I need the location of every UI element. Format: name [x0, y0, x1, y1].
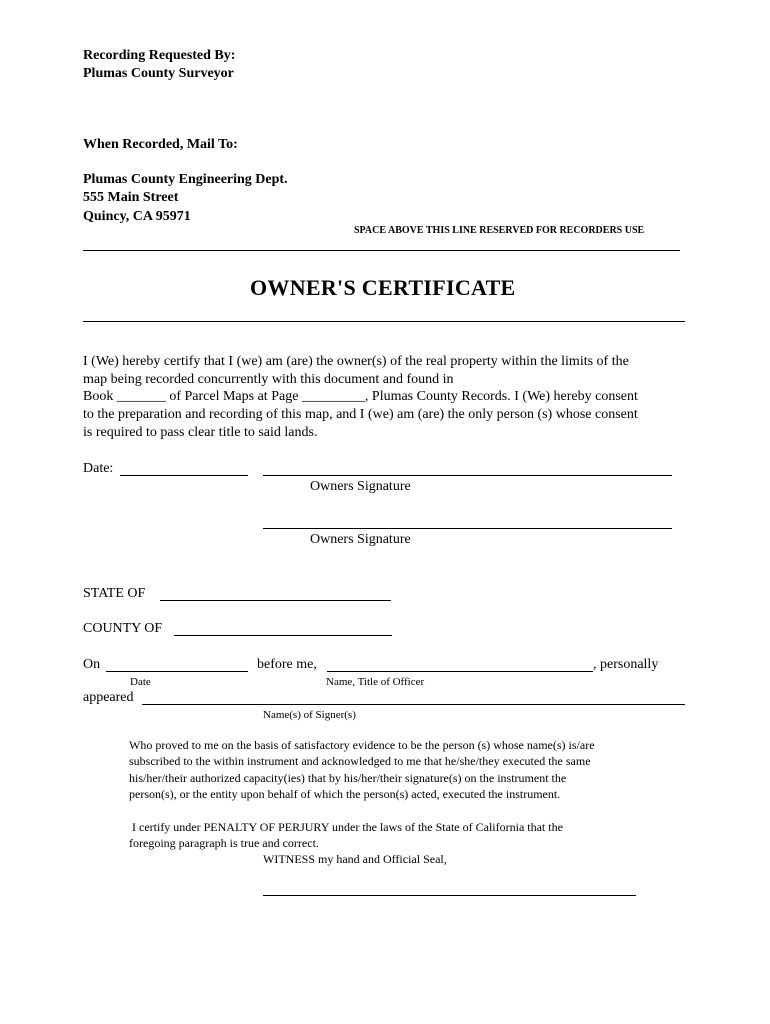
witness-text: WITNESS my hand and Official Seal,: [263, 852, 447, 866]
owner-signature-field-1[interactable]: [263, 475, 672, 476]
officer-caption: Name, Title of Officer: [326, 676, 425, 688]
mail-to-line3: Quincy, CA 95971: [83, 209, 191, 224]
proof-line-3: his/her/their authorized capacity(ies) that by his/her/their signature(s) on the instrument the: [129, 771, 567, 785]
signers-caption: Name(s) of Signer(s): [263, 709, 356, 721]
certification-line-3: Book _______ of Parcel Maps at Page _________, Plumas County Records. I (We) hereby consent: [83, 389, 638, 404]
page-title: OWNER'S CERTIFICATE: [250, 275, 516, 300]
certification-line-4: to the preparation and recording of this map, and I (we) am (are) the only person (s) whose consent: [83, 407, 638, 422]
certification-line-1: I (We) hereby certify that I (we) am (are) the owner(s) of the real property within the limits of the: [83, 354, 629, 369]
officer-name-field[interactable]: [327, 671, 593, 672]
recorder-divider: [83, 250, 680, 251]
proof-line-1: Who proved to me on the basis of satisfactory evidence to be the person (s) whose name(s) is/are: [129, 738, 595, 752]
on-label: On: [83, 657, 101, 672]
state-of-label: STATE OF: [83, 586, 146, 601]
date-caption: Date: [130, 676, 151, 688]
recording-requested-label: Recording Requested By:: [83, 48, 236, 63]
owner-signature-caption-2: Owners Signature: [310, 532, 411, 547]
signers-name-field[interactable]: [142, 704, 685, 705]
appeared-label: appeared: [83, 690, 134, 705]
date-field[interactable]: [120, 475, 248, 476]
perjury-line-1: I certify under PENALTY OF PERJURY under the laws of the State of California that the: [129, 820, 563, 834]
title-divider: [83, 321, 685, 322]
mail-to-line1: Plumas County Engineering Dept.: [83, 172, 288, 187]
mail-to-label: When Recorded, Mail To:: [83, 137, 238, 152]
date-label: Date:: [83, 461, 114, 476]
certification-line-5: is required to pass clear title to said lands.: [83, 425, 318, 440]
owner-signature-field-2[interactable]: [263, 528, 672, 529]
notary-signature-field[interactable]: [263, 895, 636, 896]
notary-date-field[interactable]: [106, 671, 248, 672]
state-of-field[interactable]: [160, 600, 391, 601]
recorders-use-note: SPACE ABOVE THIS LINE RESERVED FOR RECORDERS USE: [354, 225, 645, 236]
county-of-field[interactable]: [174, 635, 392, 636]
before-me-label: before me,: [257, 657, 317, 672]
proof-line-2: subscribed to the within instrument and acknowledged to me that he/she/they executed the same: [129, 754, 591, 768]
county-of-label: COUNTY OF: [83, 621, 163, 636]
owner-signature-caption-1: Owners Signature: [310, 479, 411, 494]
personally-label: , personally: [593, 657, 659, 672]
proof-line-4: person(s), or the entity upon behalf of which the person(s) acted, executed the instrument.: [129, 787, 561, 801]
recording-requested-value: Plumas County Surveyor: [83, 66, 234, 81]
certification-line-2: map being recorded concurrently with this document and found in: [83, 372, 454, 387]
perjury-line-2: foregoing paragraph is true and correct.: [129, 836, 319, 850]
mail-to-line2: 555 Main Street: [83, 190, 179, 205]
